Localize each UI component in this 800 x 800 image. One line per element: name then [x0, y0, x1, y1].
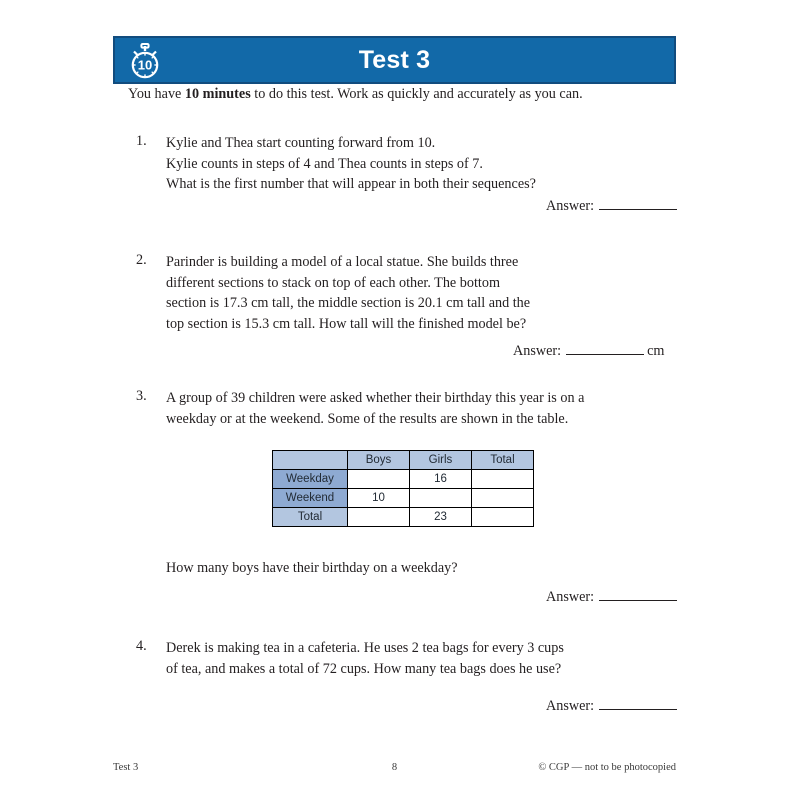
cell-weekend-girls[interactable]: [410, 489, 472, 508]
answer-blank-2[interactable]: [566, 341, 644, 355]
test-instructions: [128, 85, 583, 104]
table-row: [273, 508, 534, 527]
question-3-subquestion-line-1: How many boys have their birthday on a weekday?: [166, 560, 458, 576]
answer-field-3[interactable]: [546, 587, 680, 606]
answer-field-2[interactable]: [513, 341, 664, 360]
question-2-line-4: top section is 15.3 cm tall. How tall will the finished model be?: [166, 315, 527, 332]
question-1-line-1: Kylie and Thea start counting forward from 10.: [166, 135, 436, 151]
question-3-line-2: weekday or at the weekend. Some of the results are shown in the table.: [166, 410, 569, 427]
question-2-number: 2.: [136, 252, 147, 268]
table-row: [273, 489, 534, 508]
question-1: [136, 133, 696, 195]
table-col-header-total: Total: [472, 451, 534, 470]
footer-page-number: 8: [391, 762, 398, 773]
question-4-line-2: of tea, and makes a total of 72 cups. How many tea bags does he use?: [166, 660, 562, 677]
question-4-line-1: Derek is making tea in a cafeteria. He uses 2 tea bags for every 3 cups: [166, 640, 564, 656]
cell-weekday-boys[interactable]: [348, 470, 410, 489]
question-2-text: [166, 252, 696, 334]
answer-field-4[interactable]: [546, 696, 680, 715]
table-col-header-girls: Girls: [410, 451, 472, 470]
table-row-label-total: Total: [273, 508, 348, 527]
footer-test-label: Test 3: [113, 762, 139, 773]
answer-label-2: Answer:: [513, 343, 562, 360]
table-row-label-weekend: Weekend: [273, 489, 348, 508]
table-col-header-boys: Boys: [348, 451, 410, 470]
question-1-line-2: Kylie counts in steps of 4 and Thea counts in steps of 7.: [166, 155, 483, 172]
test-header-banner: [113, 36, 676, 84]
answer-label-4: Answer:: [546, 698, 595, 715]
question-3-text: [166, 388, 696, 429]
stopwatch-icon: [125, 42, 165, 82]
answer-field-1[interactable]: [546, 196, 680, 215]
question-2-line-1: Parinder is building a model of a local statue. She builds three: [166, 254, 519, 270]
stopwatch-minutes-label: 10: [137, 57, 153, 73]
question-3: [136, 388, 696, 429]
answer-label-3: Answer:: [546, 589, 595, 606]
question-2: [136, 252, 696, 334]
answer-blank-3[interactable]: [599, 587, 677, 601]
answer-label-1: Answer:: [546, 198, 595, 215]
cell-weekday-total[interactable]: [472, 470, 534, 489]
table-header-row: [273, 451, 534, 470]
table-corner-cell: [273, 451, 348, 470]
question-3-subquestion: [136, 558, 696, 579]
table-row-label-weekday: Weekday: [273, 470, 348, 489]
footer-copyright: © CGP — not to be photocopied: [538, 762, 676, 773]
cell-total-total[interactable]: [472, 508, 534, 527]
question-3-subquestion-text: [166, 558, 696, 579]
question-4-number: 4.: [136, 638, 147, 654]
question-3-number: 3.: [136, 388, 147, 404]
question-1-line-3: What is the first number that will appear in both their sequences?: [166, 176, 536, 193]
question-1-number: 1.: [136, 133, 147, 149]
table-row: [273, 470, 534, 489]
birthday-results-table: [272, 450, 534, 527]
cell-total-girls: 23: [410, 508, 472, 527]
question-2-line-2: different sections to stack on top of each other. The bottom: [166, 274, 500, 291]
answer-blank-4[interactable]: [599, 696, 677, 710]
cell-weekend-total[interactable]: [472, 489, 534, 508]
question-3-line-1: A group of 39 children were asked whether their birthday this year is on a: [166, 390, 585, 406]
page-title: Test 3: [358, 45, 431, 74]
intro-text-after: to do this test. Work as quickly and accurately as you can.: [250, 86, 583, 102]
question-4-text: [166, 638, 696, 679]
intro-text-before: You have: [128, 86, 185, 102]
answer-blank-1[interactable]: [599, 196, 677, 210]
cell-weekend-boys: 10: [348, 489, 410, 508]
question-4: [136, 638, 696, 679]
question-1-text: [166, 133, 696, 195]
intro-duration: 10 minutes: [184, 86, 251, 102]
cell-weekday-girls: 16: [410, 470, 472, 489]
question-2-line-3: section is 17.3 cm tall, the middle section is 20.1 cm tall and the: [166, 295, 531, 312]
birthday-results-table-wrapper: [272, 450, 534, 527]
answer-unit-2: cm: [647, 343, 665, 360]
cell-total-boys[interactable]: [348, 508, 410, 527]
